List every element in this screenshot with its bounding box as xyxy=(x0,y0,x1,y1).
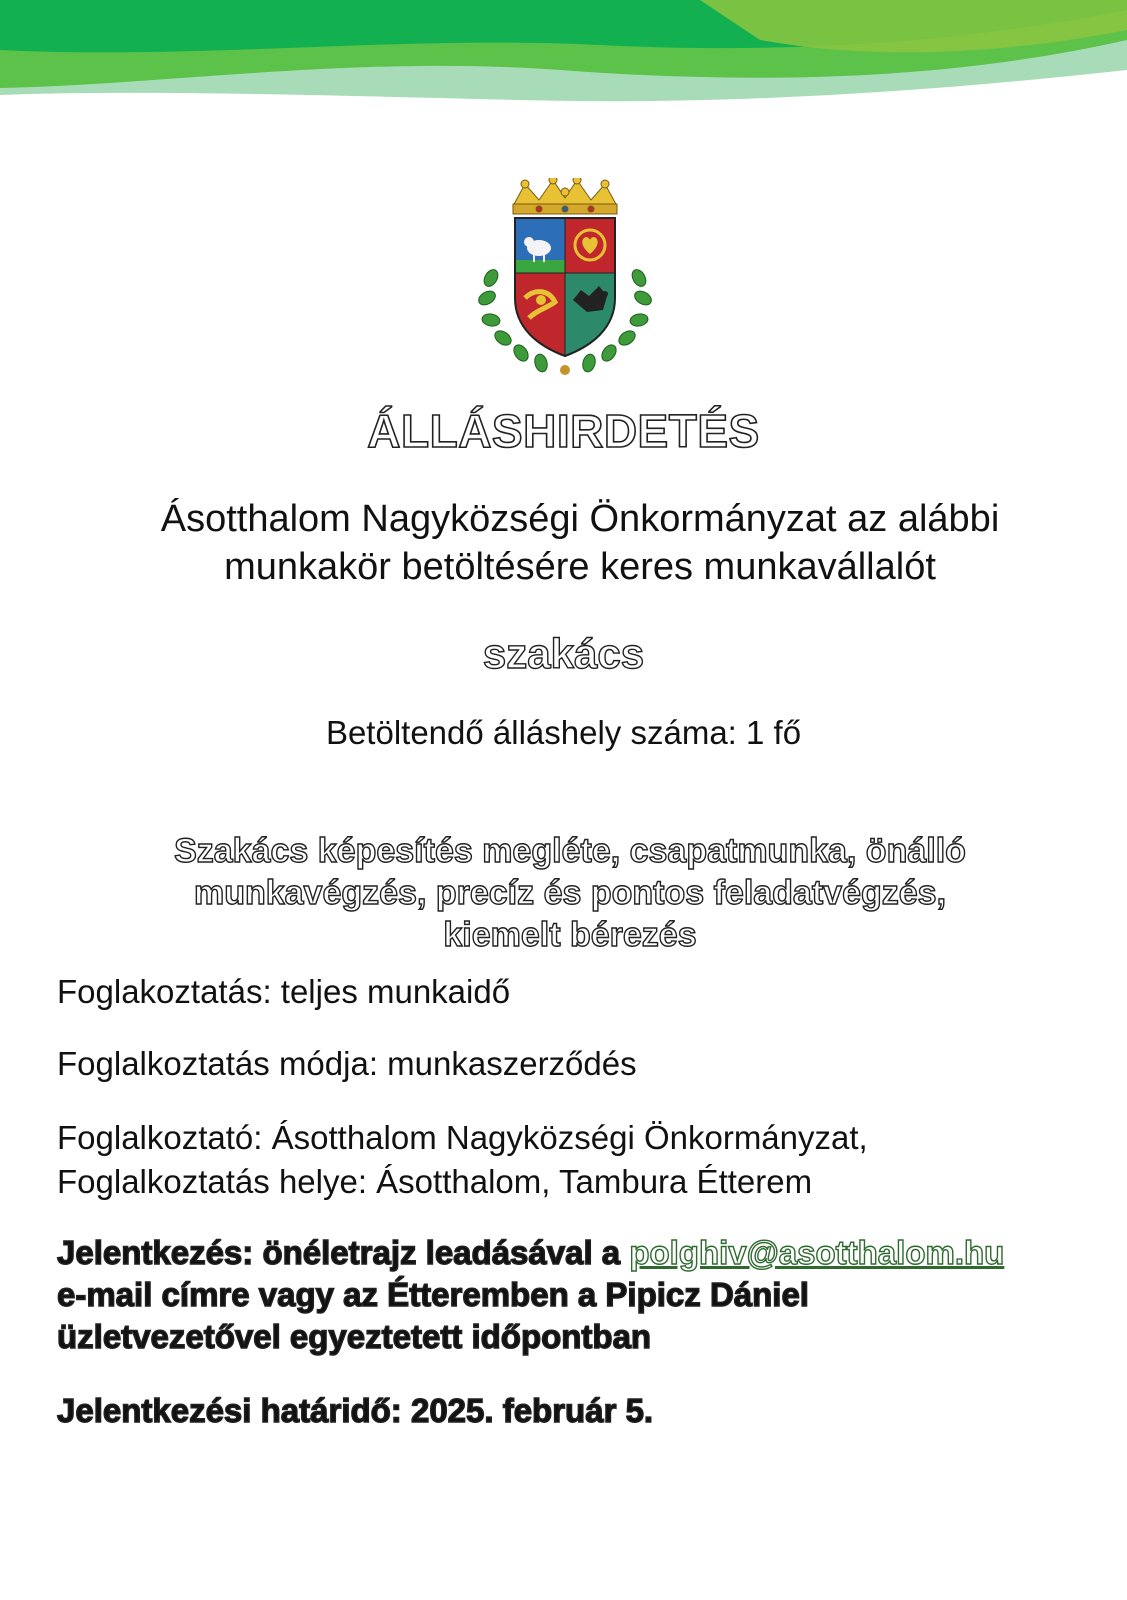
vacancy-count: Betöltendő álláshely száma: 1 fő xyxy=(325,714,802,751)
employer-line-1: Foglalkoztató: Ásotthalom Nagyközségi Önkormányzat, xyxy=(57,1119,868,1156)
requirements xyxy=(120,830,1020,956)
requirements-line-3: kiemelt bérezés xyxy=(443,916,697,954)
application-line-1 xyxy=(57,1232,1077,1274)
header-wave xyxy=(0,0,1127,110)
intro-line-1: Ásotthalom Nagyközségi Önkormányzat az alábbi xyxy=(160,498,1000,540)
application-line-3: üzletvezetővel egyeztetett időpontban xyxy=(57,1318,652,1355)
intro-line-2: munkakör betöltésére keres munkavállalót xyxy=(224,546,936,588)
requirements-line-1: Szakács képesítés megléte, csapatmunka, önálló xyxy=(174,832,966,870)
employment-text: Foglakoztatás: teljes munkaidő xyxy=(57,973,511,1010)
application-info xyxy=(57,1232,1077,1358)
position-title: szakács xyxy=(482,630,645,677)
page-title: ÁLLÁSHIRDETÉS xyxy=(367,405,760,457)
employer-info xyxy=(57,1116,1077,1204)
intro-text xyxy=(100,495,1060,591)
employer-line-2: Foglalkoztatás helye: Ásotthalom, Tambura Étterem xyxy=(57,1163,813,1200)
application-line-2: e-mail címre vagy az Étteremben a Pipicz Dániel xyxy=(57,1276,809,1313)
requirements-line-2: munkavégzés, precíz és pontos feladatvégzés, xyxy=(193,874,947,912)
employment-type-text: Foglalkoztatás módja: munkaszerződés xyxy=(57,1045,637,1082)
deadline-text: Jelentkezési határidő: 2025. február 5. xyxy=(57,1392,654,1429)
email-link[interactable]: polghiv@asotthalom.hu xyxy=(629,1234,1005,1271)
coat-of-arms-icon xyxy=(477,178,653,378)
application-prefix: Jelentkezés: önéletrajz leadásával a xyxy=(57,1234,630,1271)
